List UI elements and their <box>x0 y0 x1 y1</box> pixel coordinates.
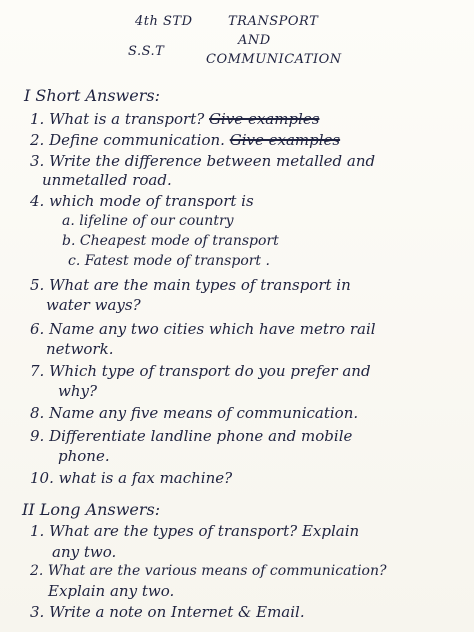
question-number: 3. <box>30 603 45 621</box>
question-text: what is a fax machine? <box>58 469 233 487</box>
question-4-option-a: a. lifeline of our country <box>62 213 234 229</box>
question-1 <box>30 110 319 128</box>
struck-text: Give examples <box>229 131 341 149</box>
question-text: Define communication. <box>49 131 225 149</box>
question-8 <box>30 404 358 422</box>
question-3-continued: unmetalled road. <box>42 171 172 189</box>
title-line-2: AND <box>238 33 271 48</box>
question-number: 5. <box>30 276 45 294</box>
question-text: Name any two cities which have metro rail <box>49 320 376 338</box>
question-4-option-b: b. Cheapest mode of transport <box>62 233 279 249</box>
question-number: 1. <box>30 110 45 128</box>
question-text: which mode of transport is <box>49 192 254 210</box>
struck-text: Give examples <box>209 110 320 128</box>
question-text: What are the types of transport? Explain <box>49 522 360 540</box>
question-number: 7. <box>30 362 45 380</box>
question-6-continued: network. <box>46 340 114 358</box>
question-10 <box>30 469 232 487</box>
long-question-2-continued: Explain any two. <box>48 582 175 600</box>
question-text: Write a note on Internet & Email. <box>49 603 305 621</box>
section-1-heading: I Short Answers: <box>24 86 160 105</box>
question-7-continued: why? <box>58 382 98 400</box>
question-number: 2. <box>30 131 45 149</box>
question-text: Write the difference between metalled and <box>49 152 376 170</box>
question-text: Name any five means of communication. <box>49 404 359 422</box>
question-2 <box>30 131 340 149</box>
question-4 <box>30 192 254 210</box>
question-number: 10. <box>30 469 54 487</box>
question-number: 4. <box>30 192 45 210</box>
question-number: 9. <box>30 427 45 445</box>
grade-label: 4th STD <box>135 14 193 29</box>
question-text: What are the various means of communication? <box>47 563 387 579</box>
title-line-3: COMMUNICATION <box>206 52 342 67</box>
question-5 <box>30 276 351 294</box>
question-number: 2. <box>30 563 44 579</box>
question-7 <box>30 362 371 380</box>
question-3 <box>30 152 375 170</box>
question-number: 8. <box>30 404 45 422</box>
question-9-continued: phone. <box>58 447 110 465</box>
question-text: Differentiate landline phone and mobile <box>49 427 353 445</box>
question-text: What are the main types of transport in <box>49 276 351 294</box>
title-line-1: TRANSPORT <box>228 14 319 29</box>
long-question-1 <box>30 522 359 540</box>
long-question-1-continued: any two. <box>52 543 117 561</box>
question-9 <box>30 427 352 445</box>
long-question-3 <box>30 603 305 621</box>
subject-label: S.S.T <box>128 44 165 59</box>
question-text: What is a transport? <box>49 110 205 128</box>
section-2-heading: II Long Answers: <box>22 500 161 519</box>
question-text: Which type of transport do you prefer and <box>49 362 371 380</box>
question-4-option-c: c. Fatest mode of transport . <box>68 253 270 269</box>
question-5-continued: water ways? <box>46 296 141 314</box>
question-number: 6. <box>30 320 45 338</box>
question-6 <box>30 320 376 338</box>
long-question-2 <box>30 563 387 579</box>
question-number: 1. <box>30 522 45 540</box>
question-number: 3. <box>30 152 45 170</box>
